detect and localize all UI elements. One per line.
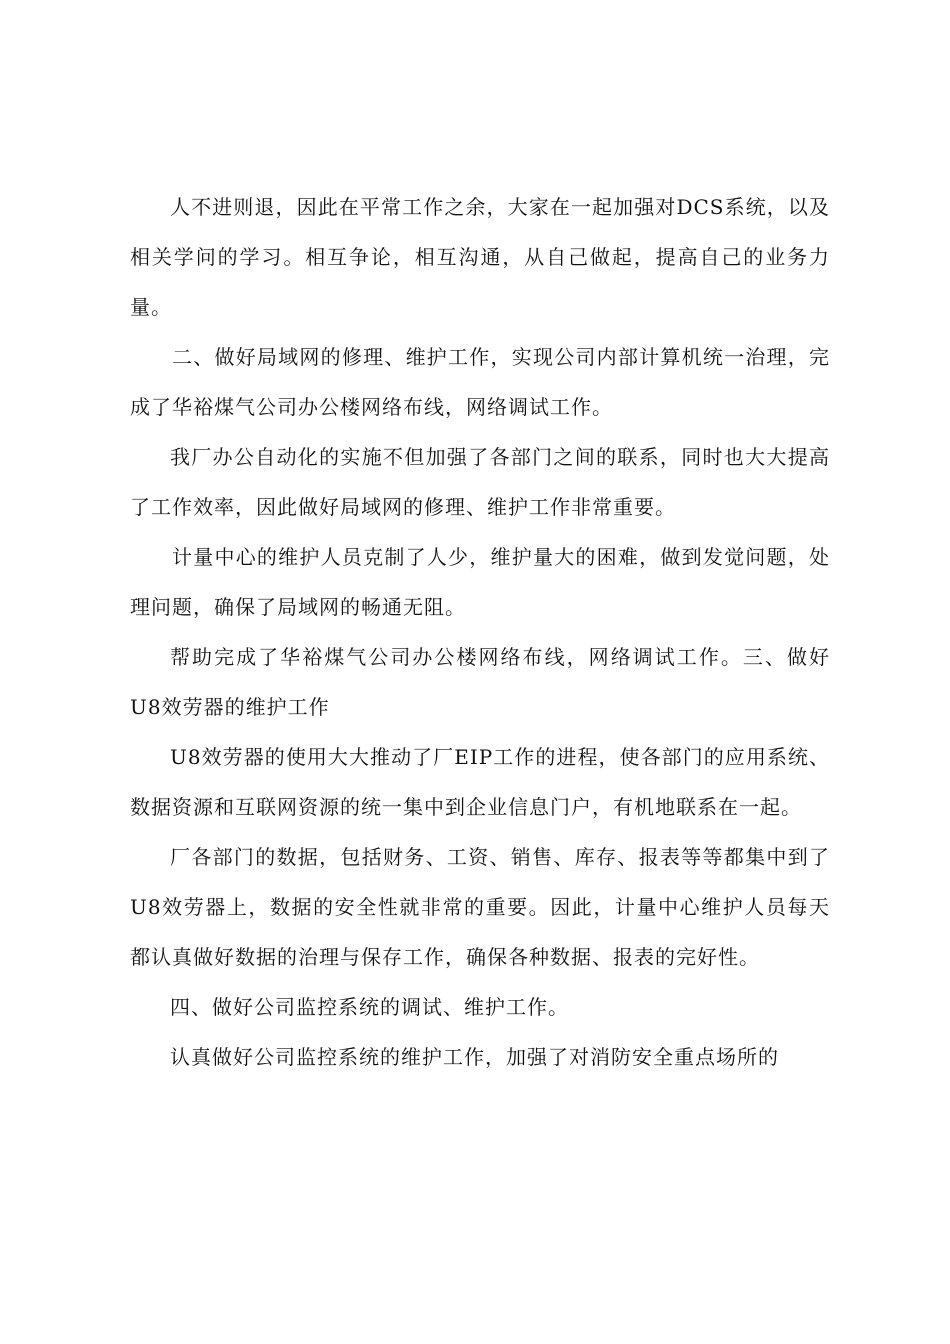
paragraph-5: 帮助完成了华裕煤气公司办公楼网络布线，网络调试工作。三、做好U8效劳器的维护工作 [130,645,830,719]
paragraph-8: 四、做好公司监控系统的调试、维护工作。 [170,995,569,1019]
paragraph-9: 认真做好公司监控系统的维护工作，加强了对消防安全重点场所的 [170,1045,779,1069]
paragraph-7: 厂各部门的数据，包括财务、工资、销售、库存、报表等等都集中到了U8效劳器上，数据的安全性就非常的重要。因此，计量中心维护人员每天都认真做好数据的治理与保存工作，确保各种数据、报表的完好性。 [130,845,830,969]
paragraph-6: U8效劳器的使用大大推动了厂EIP工作的进程，使各部门的应用系统、数据资源和互联网资源的统一集中到企业信息门户，有机地联系在一起。 [130,745,830,819]
paragraph-1: 人不进则退，因此在平常工作之余，大家在一起加强对DCS系统，以及相关学问的学习。相互争论，相互沟通，从自己做起，提高自己的业务力量。 [130,195,830,319]
paragraph-4: 计量中心的维护人员克制了人少，维护量大的困难，做到发觉问题，处理问题，确保了局域网的畅通无阻。 [130,545,830,619]
document-body [130,182,830,1082]
paragraph-3: 我厂办公自动化的实施不但加强了各部门之间的联系，同时也大大提高了工作效率，因此做好局域网的修理、维护工作非常重要。 [130,445,830,519]
paragraph-2: 二、做好局域网的修理、维护工作，实现公司内部计算机统一治理，完成了华裕煤气公司办公楼网络布线，网络调试工作。 [130,345,830,419]
